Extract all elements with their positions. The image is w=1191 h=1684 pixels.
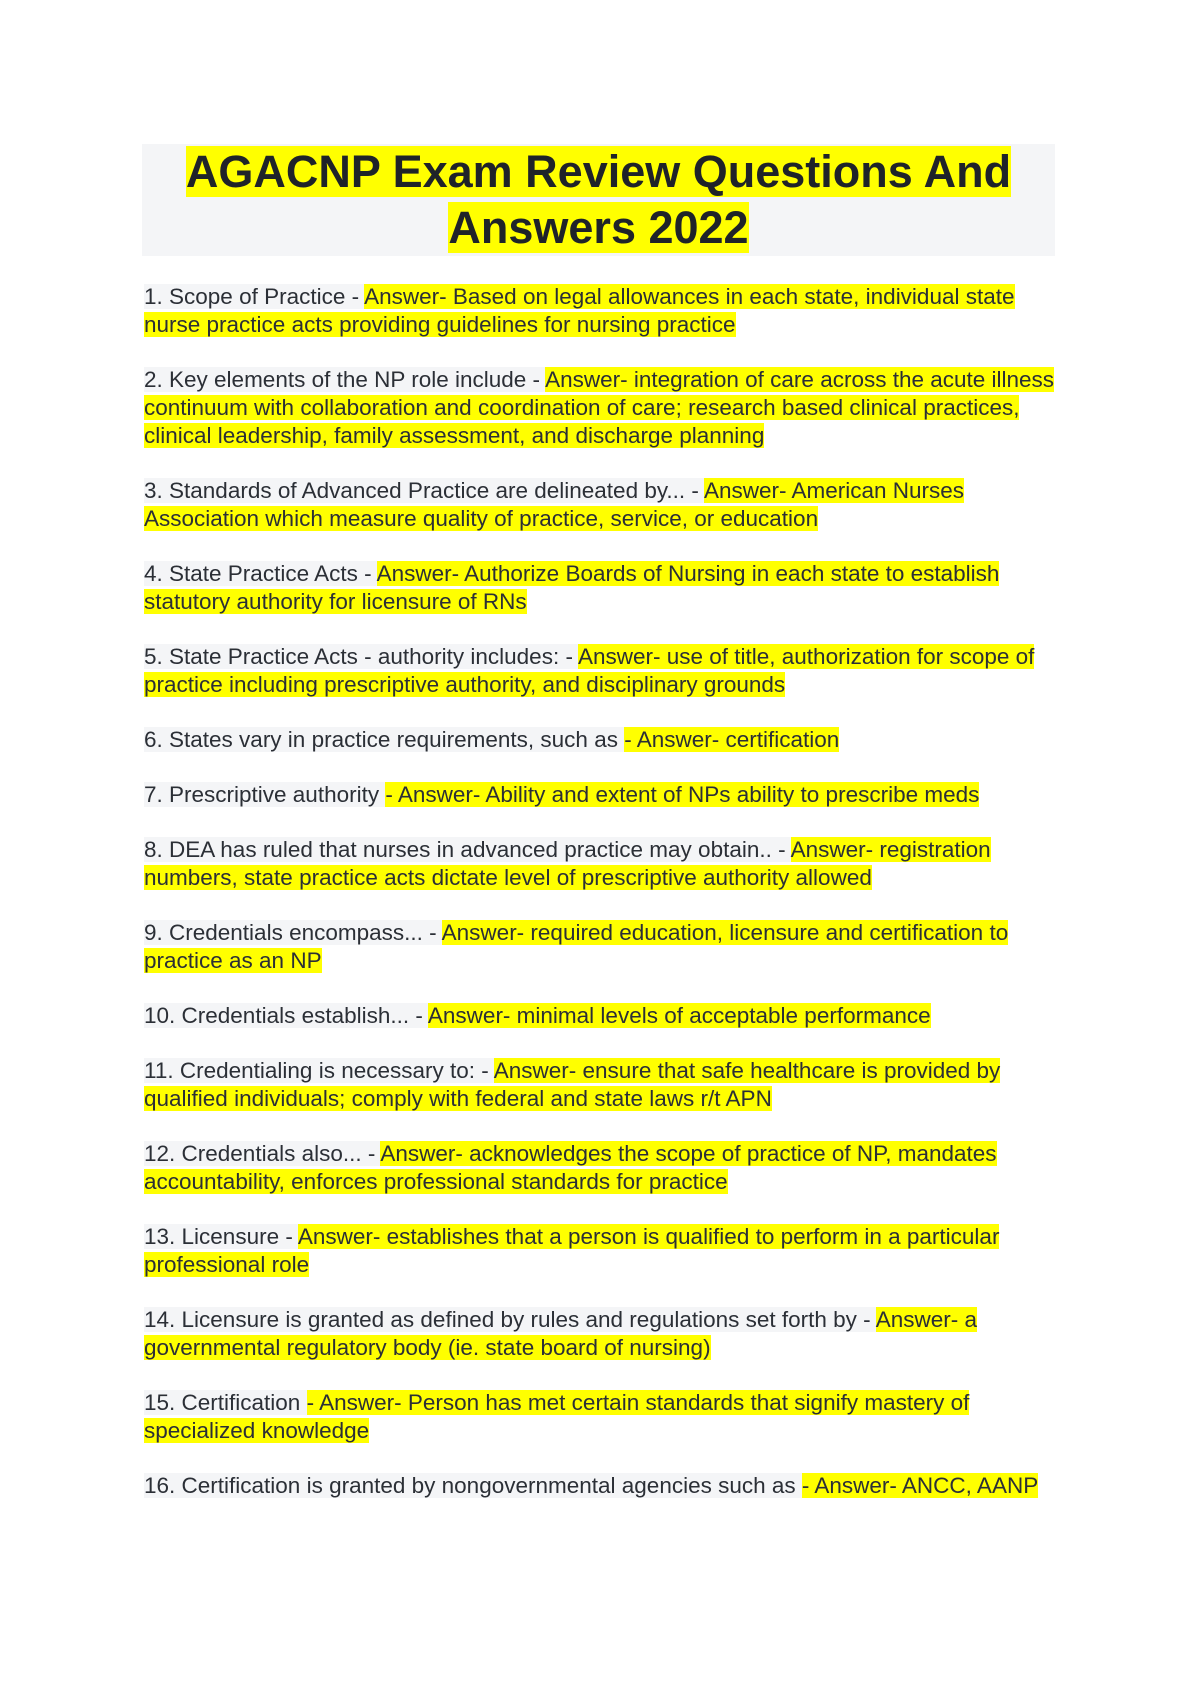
answer-text: Answer- acknowledges the scope of practice of NP, mandates accountability, enforces professional standards for practice — [144, 1141, 997, 1194]
answer-text: Answer- required education, licensure and certification to practice as an NP — [144, 920, 1009, 973]
answer-text: - Answer- Ability and extent of NPs ability to prescribe meds — [385, 782, 980, 807]
qa-item — [144, 836, 1059, 892]
answer-text: Answer- minimal levels of acceptable performance — [427, 1003, 931, 1028]
question-text: 2. Key elements of the NP role include - — [144, 367, 546, 392]
document-title-block — [142, 144, 1055, 256]
document-title-line-2: Answers 2022 — [448, 202, 749, 253]
question-text: 3. Standards of Advanced Practice are delineated by... - — [144, 478, 704, 503]
qa-item — [144, 781, 1059, 809]
question-text: 10. Credentials establish... - — [144, 1003, 428, 1028]
question-text: 9. Credentials encompass... - — [144, 920, 442, 945]
qa-item — [144, 1002, 1059, 1030]
answer-text: - Answer- certification — [624, 727, 840, 752]
answer-text: Answer- a governmental regulatory body (ie. state board of nursing) — [144, 1307, 977, 1360]
document-title-line-1: AGACNP Exam Review Questions And — [185, 146, 1012, 197]
answer-text: Answer- Based on legal allowances in each state, individual state nurse practice acts providing guidelines for nursing practice — [144, 284, 1015, 337]
qa-item — [144, 1223, 1059, 1279]
question-text: 6. States vary in practice requirements, such as — [144, 727, 625, 752]
question-text: 13. Licensure - — [144, 1224, 298, 1249]
question-text: 14. Licensure is granted as defined by rules and regulations set forth by - — [144, 1307, 876, 1332]
answer-text: Answer- establishes that a person is qualified to perform in a particular professional role — [144, 1224, 1000, 1277]
answer-text: Answer- Authorize Boards of Nursing in each state to establish statutory authority for licensure of RNs — [144, 561, 1000, 614]
question-text: 11. Credentialing is necessary to: - — [144, 1058, 494, 1083]
qa-item — [144, 1140, 1059, 1196]
qa-item — [144, 1306, 1059, 1362]
question-text: 7. Prescriptive authority — [144, 782, 386, 807]
qa-item — [144, 477, 1059, 533]
qa-item — [144, 283, 1059, 339]
qa-item — [144, 366, 1059, 450]
question-text: 5. State Practice Acts - authority includes: - — [144, 644, 578, 669]
question-text: 8. DEA has ruled that nurses in advanced practice may obtain.. - — [144, 837, 791, 862]
qa-item — [144, 1389, 1059, 1445]
question-text: 16. Certification is granted by nongovernmental agencies such as — [144, 1473, 802, 1498]
qa-item — [144, 1057, 1059, 1113]
answer-text: - Answer- ANCC, AANP — [801, 1473, 1039, 1498]
question-text: 4. State Practice Acts - — [144, 561, 377, 586]
question-answer-list — [144, 283, 1059, 1527]
qa-item — [144, 643, 1059, 699]
answer-text: Answer- registration numbers, state practice acts dictate level of prescriptive authority allowed — [144, 837, 991, 890]
question-text: 15. Certification — [144, 1390, 307, 1415]
answer-text: Answer- ensure that safe healthcare is provided by qualified individuals; comply with federal and state laws r/t APN — [144, 1058, 1001, 1111]
qa-item — [144, 560, 1059, 616]
answer-text: Answer- American Nurses Association which measure quality of practice, service, or education — [144, 478, 965, 531]
qa-item — [144, 1472, 1059, 1500]
answer-text: Answer- integration of care across the acute illness continuum with collaboration and coordination of care; research based clinical practices, clinical leadership, family assessment, and discharge planning — [144, 367, 1055, 448]
question-text: 12. Credentials also... - — [144, 1141, 381, 1166]
qa-item — [144, 726, 1059, 754]
answer-text: Answer- use of title, authorization for scope of practice including prescriptive authority, and disciplinary grounds — [144, 644, 1035, 697]
question-text: 1. Scope of Practice - — [144, 284, 365, 309]
qa-item — [144, 919, 1059, 975]
answer-text: - Answer- Person has met certain standards that signify mastery of specialized knowledge — [144, 1390, 970, 1443]
